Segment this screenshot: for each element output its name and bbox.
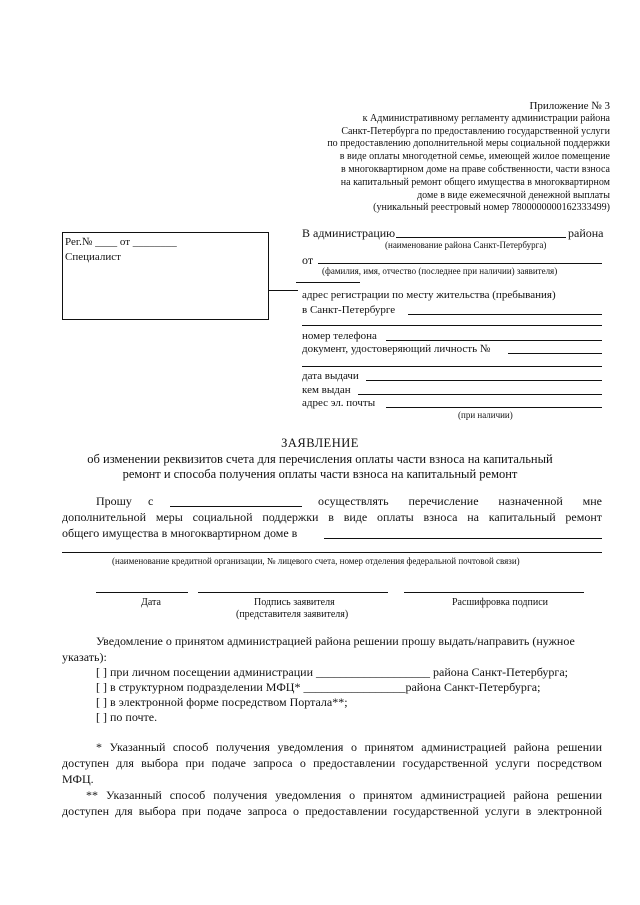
option-portal[interactable]: [ ] в электронной форме посредством Портала**;	[96, 695, 348, 709]
bank-hint: (наименование кредитной организации, № лицевого счета, номер отделения федеральной почтовой связи)	[112, 556, 520, 566]
registration-box	[62, 232, 269, 320]
appendix-line: по предоставлению дополнительной меры социальной поддержки	[327, 138, 610, 150]
s-word: с	[148, 494, 154, 508]
appendix-line: (уникальный реестровый номер 7800000000162333499)	[373, 202, 610, 214]
phone-label: номер телефона	[302, 330, 377, 342]
request-rest: осуществлять перечисление назначенной мне	[318, 494, 602, 508]
spb-label: в Санкт-Петербурге	[302, 304, 396, 316]
issued-by-label: кем выдан	[302, 384, 351, 396]
appendix-line: к Административному регламенту администрации района	[362, 112, 610, 124]
appendix-line: Санкт-Петербурга по предоставлению государственной услуги	[341, 125, 610, 137]
ot-label: от	[302, 253, 314, 267]
specialist-label: Специалист	[65, 251, 121, 263]
footnote-1-line-1: * Указанный способ получения уведомления о принятом администрацией района решении	[96, 740, 602, 754]
notice-line-1: Уведомление о принятом администрацией района решении прошу выдать/направить (нужное	[96, 634, 575, 648]
document-field-2[interactable]	[302, 366, 602, 367]
document-label: документ, удостоверяющий личность №	[302, 343, 491, 355]
signature-line[interactable]	[198, 592, 388, 593]
title-line: об изменении реквизитов счета для перечисления оплаты части взноса на капитальный	[87, 451, 553, 466]
title-main: ЗАЯВЛЕНИЕ	[281, 436, 359, 450]
statement-title	[0, 436, 640, 483]
rayona-label: района	[568, 226, 604, 240]
phone-field[interactable]	[386, 340, 602, 341]
appendix-title: Приложение № 3	[529, 100, 610, 112]
bank-field[interactable]	[324, 538, 602, 539]
address-field-2[interactable]	[302, 325, 602, 326]
footnote-2-line-2: доступен для выбора при подаче запроса о предоставлении государственной услуги в электронной	[62, 804, 602, 818]
prosu-word: Прошу	[96, 494, 132, 508]
footnote-2-line-1: ** Указанный способ получения уведомления о принятом администрацией района решении	[86, 788, 602, 802]
box-connector-line	[268, 290, 298, 291]
signature-label-2: (представителя заявителя)	[236, 609, 349, 620]
option-personal-visit[interactable]: [ ] при личном посещении администрации ___________________ района Санкт-Петербурга;	[96, 665, 568, 679]
email-hint: (при наличии)	[458, 410, 513, 420]
title-line: ремонт и способа получения оплаты части взноса на капитальный ремонт	[122, 467, 518, 481]
option-mfc[interactable]: [ ] в структурном подразделении МФЦ* _________________района Санкт-Петербурга;	[96, 680, 541, 694]
request-line-3: общего имущества в многоквартирном доме в	[62, 526, 298, 540]
request-line-2: дополнительной меры социальной поддержки в виде оплаты взноса на капитальный ремонт	[62, 510, 602, 524]
appendix-line: на капитальный ремонт общего имущества в многоквартирном	[340, 176, 610, 188]
document-field[interactable]	[508, 353, 602, 354]
decode-label: Расшифровка подписи	[452, 597, 548, 608]
email-label: адрес эл. почты	[302, 397, 376, 409]
notice-line-2: указать):	[62, 650, 107, 664]
email-field[interactable]	[386, 407, 602, 408]
decode-line[interactable]	[404, 592, 584, 593]
footnote-1-line-3: МФЦ.	[62, 772, 94, 786]
issue-date-label: дата выдачи	[302, 370, 359, 382]
issue-date-field[interactable]	[366, 380, 602, 381]
appendix-line: в виде оплаты многодетной семье, имеющей жилое помещение	[339, 151, 610, 163]
date-sign-line[interactable]	[96, 592, 188, 593]
fio-field[interactable]	[318, 263, 602, 264]
start-date-field[interactable]	[170, 506, 302, 507]
issued-by-field[interactable]	[358, 394, 602, 395]
appendix-header	[327, 100, 610, 215]
appendix-line: в многоквартирном доме на праве собственности, части взноса	[340, 163, 610, 175]
to-admin-label: В администрацию	[302, 226, 396, 240]
rayon-hint: (наименование района Санкт-Петербурга)	[385, 240, 547, 250]
extra-line	[296, 282, 360, 283]
address-field[interactable]	[408, 314, 602, 315]
address-label: адрес регистрации по месту жительства (пребывания)	[302, 289, 556, 301]
appendix-line: доме в виде ежемесячной денежной выплаты	[417, 189, 610, 201]
footnote-1-line-2: доступен для выбора при подаче запроса о предоставлении государственной услуги посредством	[62, 756, 602, 770]
fio-hint: (фамилия, имя, отчество (последнее при наличии) заявителя)	[322, 266, 558, 276]
date-label: Дата	[141, 597, 161, 608]
option-mail[interactable]: [ ] по почте.	[96, 710, 158, 724]
signature-label: Подпись заявителя	[254, 597, 335, 608]
bank-field-2[interactable]	[62, 552, 602, 553]
admin-name-field[interactable]	[396, 237, 566, 238]
reg-number-field[interactable]: Рег.№ ____ от ________	[65, 236, 177, 248]
